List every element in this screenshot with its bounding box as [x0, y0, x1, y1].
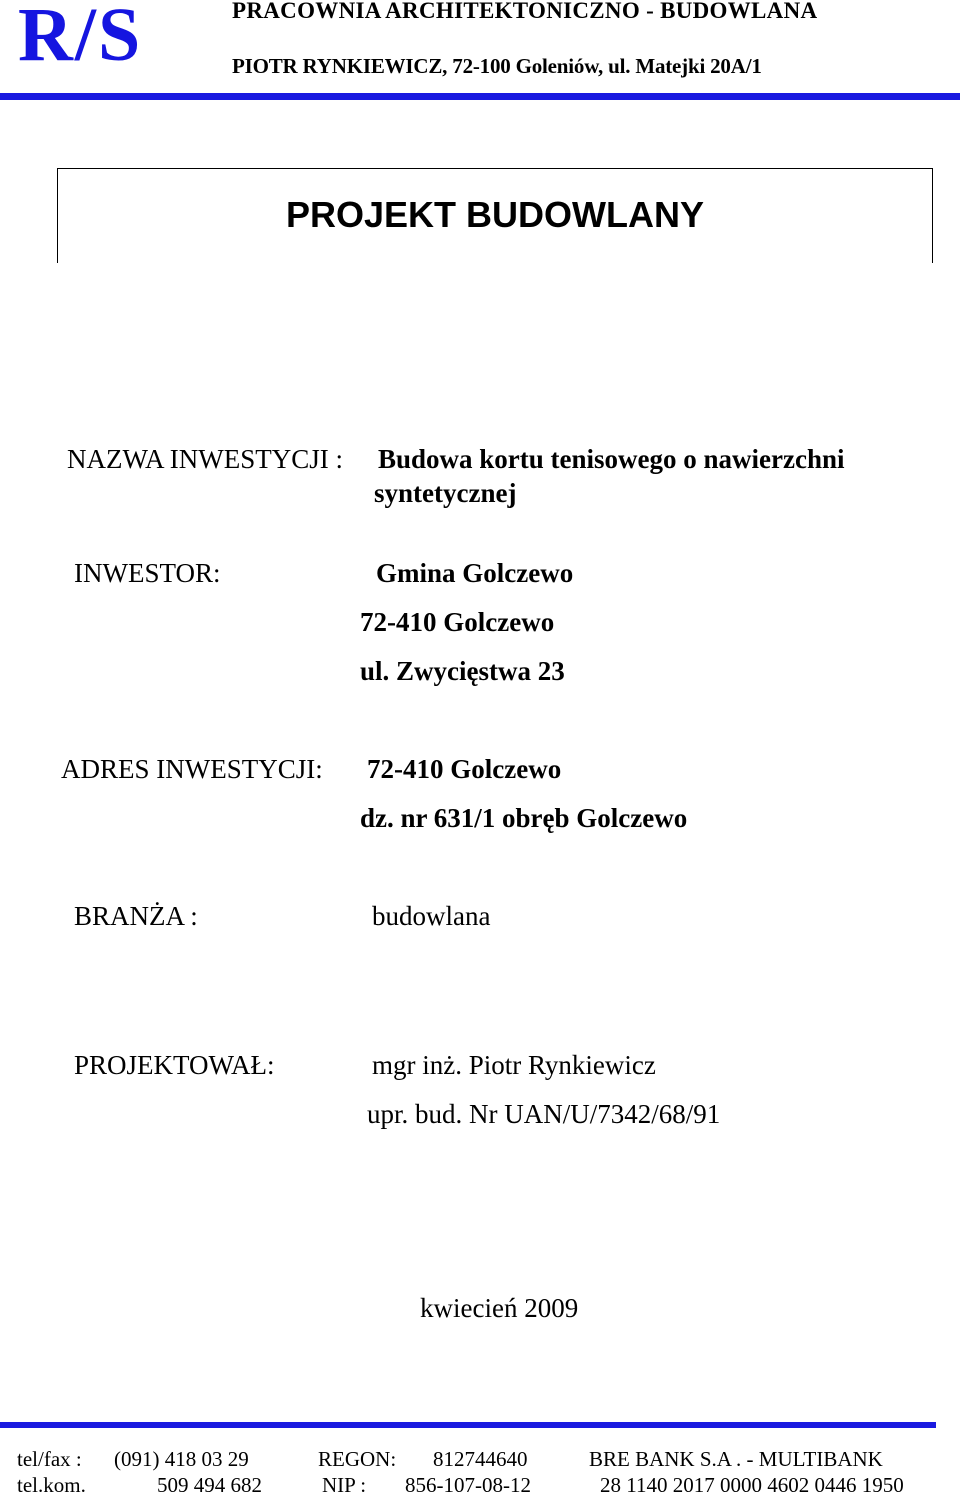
- projektowal-license: upr. bud. Nr UAN/U/7342/68/91: [367, 1099, 721, 1129]
- adres-inwestycji-label: ADRES INWESTYCJI:: [61, 754, 323, 784]
- footer-bank-account: 28 1140 2017 0000 4602 0446 1950: [600, 1473, 904, 1497]
- branza-value: budowlana: [372, 901, 491, 931]
- footer-nip-label: NIP :: [322, 1473, 367, 1497]
- adres-inwestycji-postal: 72-410 Golczewo: [367, 754, 562, 784]
- projektowal-name: mgr inż. Piotr Rynkiewicz: [372, 1050, 656, 1080]
- company-logo: R/S: [18, 0, 143, 77]
- footer-bank-name: BRE BANK S.A . - MULTIBANK: [589, 1447, 883, 1471]
- header-rule: [0, 93, 960, 100]
- footer-regon-label: REGON:: [318, 1447, 397, 1471]
- nazwa-inwestycji-value-cont: syntetycznej: [374, 478, 517, 508]
- nazwa-inwestycji-value: Budowa kortu tenisowego o nawierzchni: [378, 444, 845, 474]
- adres-inwestycji-plot: dz. nr 631/1 obręb Golczewo: [360, 803, 688, 833]
- footer-nip-value: 856-107-08-12: [405, 1473, 531, 1497]
- inwestor-street: ul. Zwycięstwa 23: [360, 656, 565, 686]
- footer-mobile-value: 509 494 682: [157, 1473, 262, 1497]
- branza-label: BRANŻA :: [74, 901, 198, 931]
- document-date: kwiecień 2009: [420, 1293, 579, 1323]
- document-title: PROJEKT BUDOWLANY: [285, 194, 704, 235]
- footer-mobile-label: tel.kom.: [17, 1473, 86, 1497]
- inwestor-name: Gmina Golczewo: [376, 558, 574, 588]
- footer-tel-label: tel/fax :: [17, 1447, 82, 1471]
- inwestor-postal: 72-410 Golczewo: [360, 607, 555, 637]
- company-name: PRACOWNIA ARCHITEKTONICZNO - BUDOWLANA: [232, 0, 818, 23]
- footer-regon-value: 812744640: [433, 1447, 528, 1471]
- company-address: PIOTR RYNKIEWICZ, 72-100 Goleniów, ul. Matejki 20A/1: [232, 54, 762, 78]
- footer-rule: [0, 1422, 936, 1428]
- inwestor-label: INWESTOR:: [74, 558, 221, 588]
- nazwa-inwestycji-label: NAZWA INWESTYCJI :: [67, 444, 343, 474]
- footer-tel-value: (091) 418 03 29: [114, 1447, 249, 1471]
- projektowal-label: PROJEKTOWAŁ:: [74, 1050, 275, 1080]
